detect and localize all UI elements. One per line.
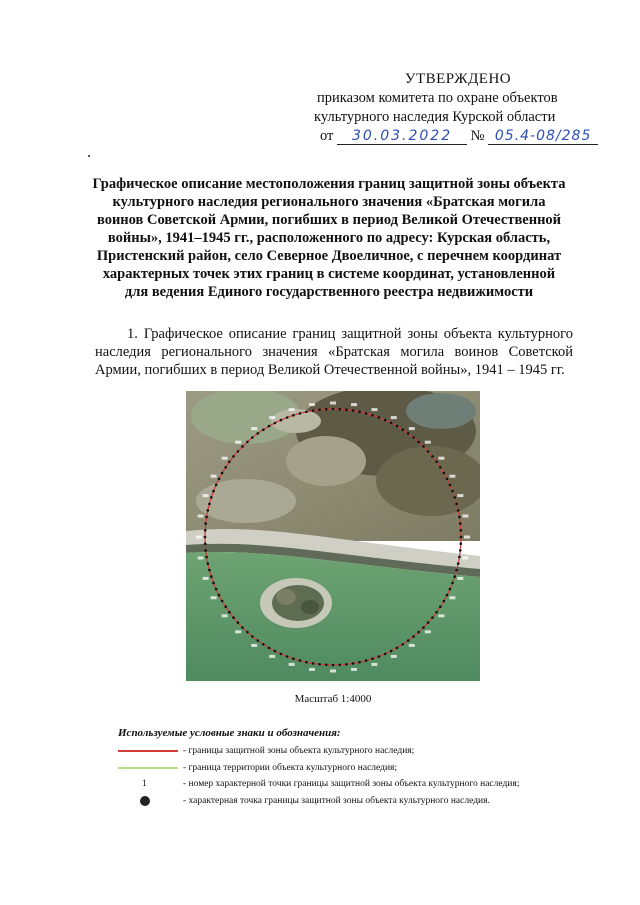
boundary-point <box>458 516 461 519</box>
boundary-point <box>453 496 456 499</box>
boundary-point <box>449 484 452 487</box>
boundary-point <box>378 416 381 419</box>
boundary-point <box>251 436 254 439</box>
point-number-tag <box>251 644 257 647</box>
boundary-point <box>455 569 458 572</box>
boundary-point <box>318 663 321 666</box>
boundary-point <box>378 655 381 658</box>
boundary-point <box>358 661 361 664</box>
boundary-point <box>274 422 277 425</box>
boundary-map <box>186 391 480 681</box>
boundary-point <box>453 575 456 578</box>
legend-item-territory <box>118 761 558 775</box>
boundary-point <box>292 414 295 417</box>
point-number-tag <box>457 577 463 580</box>
boundary-point <box>443 600 446 603</box>
boundary-point <box>451 490 454 493</box>
boundary-point <box>358 411 361 414</box>
boundary-point <box>365 659 368 662</box>
boundary-point <box>224 466 227 469</box>
boundary-point <box>345 408 348 411</box>
boundary-point <box>257 639 260 642</box>
boundary-point <box>390 422 393 425</box>
boundary-point <box>246 631 249 634</box>
point-number-tag <box>391 655 397 658</box>
boundary-point <box>232 455 235 458</box>
boundary-point <box>417 631 420 634</box>
point-number-tag <box>289 663 295 666</box>
boundary-point <box>439 466 442 469</box>
boundary-point <box>274 650 277 653</box>
boundary-point <box>459 549 462 552</box>
boundary-point <box>460 529 463 532</box>
point-number-tag <box>203 577 209 580</box>
boundary-point <box>224 605 227 608</box>
boundary-point <box>228 611 231 614</box>
boundary-point <box>312 409 315 412</box>
boundary-point <box>232 616 235 619</box>
number-label: № <box>470 128 485 144</box>
boundary-point <box>208 569 211 572</box>
legend-item-point-dot <box>118 794 558 808</box>
point-number-tag <box>438 614 444 617</box>
boundary-point <box>458 556 461 559</box>
point-number-tag <box>330 402 336 405</box>
boundary-point <box>422 626 425 629</box>
boundary-point <box>286 416 289 419</box>
boundary-point <box>280 653 283 656</box>
boundary-point <box>215 588 218 591</box>
boundary-point <box>246 441 249 444</box>
legend-item-protection-zone <box>118 744 558 758</box>
point-number-tag <box>409 427 415 430</box>
approval-block <box>308 70 608 146</box>
section-1-text <box>95 325 573 379</box>
boundary-point <box>451 582 454 585</box>
point-number-tag <box>289 408 295 411</box>
boundary-point <box>325 408 328 411</box>
approval-line-1: приказом комитета по охране объектов <box>317 90 558 106</box>
boundary-point <box>332 664 335 667</box>
boundary-point <box>384 653 387 656</box>
point-number-tag <box>309 668 315 671</box>
boundary-point <box>412 635 415 638</box>
point-number-tag <box>371 408 377 411</box>
boundary-point <box>455 503 458 506</box>
boundary-point <box>299 659 302 662</box>
boundary-point <box>332 408 335 411</box>
point-number-tag <box>425 441 431 444</box>
boundary-point <box>215 484 218 487</box>
boundary-point <box>207 509 210 512</box>
boundary-point <box>241 445 244 448</box>
boundary-point <box>221 600 224 603</box>
point-number-tag <box>203 494 209 497</box>
point-number-tag <box>371 663 377 666</box>
point-number-tag <box>211 475 217 478</box>
point-number-symbol: 1 <box>142 779 147 789</box>
legend-text-3: - номер характерной точки границы защитной зоны объекта культурного наследия; <box>183 779 520 789</box>
point-number-tag <box>269 416 275 419</box>
boundary-point <box>338 664 341 667</box>
boundary-point <box>371 657 374 660</box>
boundary-point <box>207 562 210 565</box>
boundary-point <box>396 647 399 650</box>
boundary-point <box>417 441 420 444</box>
boundary-point <box>412 436 415 439</box>
boundary-point <box>439 605 442 608</box>
satellite-map-image <box>186 391 480 681</box>
boundary-point <box>396 425 399 428</box>
boundary-point <box>208 503 211 506</box>
boundary-point <box>204 529 207 532</box>
boundary-point <box>221 472 224 475</box>
boundary-point <box>371 414 374 417</box>
boundary-point <box>237 621 240 624</box>
point-number-tag <box>309 403 315 406</box>
point-number-tag <box>198 557 204 560</box>
point-number-tag <box>235 630 241 633</box>
point-number-tag <box>251 427 257 430</box>
boundary-point <box>212 582 215 585</box>
boundary-point <box>237 450 240 453</box>
point-number-tag <box>351 668 357 671</box>
boundary-point <box>257 432 260 435</box>
boundary-point <box>205 516 208 519</box>
document-title: Графическое описание местоположения границ защитной зоны объекта культурного наследия регионального значения «Братская могила воинов Советской Армии, погибших в период Великой Отечественной войны», 1941–1945 гг., расположенного по адресу: Курская область, Пристенский район, село Северное Двоеличное, с перечнем координат характерных точек этих границ в системе координат, установленной для ведения Единого государственного реестра недвижимости <box>92 176 566 300</box>
point-number-tag <box>196 536 202 539</box>
point-number-tag <box>464 536 470 539</box>
point-number-tag <box>409 644 415 647</box>
boundary-point <box>390 650 393 653</box>
point-number-tag <box>222 614 228 617</box>
point-number-tag <box>351 403 357 406</box>
point-number-tag <box>425 630 431 633</box>
boundary-point <box>218 594 221 597</box>
point-number-tag <box>222 457 228 460</box>
boundary-point <box>457 562 460 565</box>
boundary-point <box>352 409 355 412</box>
boundary-point <box>365 412 368 415</box>
boundary-point <box>407 639 410 642</box>
boundary-point <box>401 428 404 431</box>
boundary-point <box>305 661 308 664</box>
boundary-point <box>427 450 430 453</box>
boundary-point <box>268 425 271 428</box>
approval-line-2: культурного наследия Курской области <box>314 109 556 125</box>
boundary-point <box>459 522 462 525</box>
point-number-tag <box>198 515 204 518</box>
boundary-point <box>401 643 404 646</box>
boundary-point <box>435 461 438 464</box>
boundary-point <box>210 496 213 499</box>
point-number-tag <box>235 441 241 444</box>
boundary-point <box>460 542 463 545</box>
boundary-point <box>446 594 449 597</box>
point-dot-symbol <box>140 796 150 806</box>
boundary-point <box>443 472 446 475</box>
boundary-point <box>292 657 295 660</box>
boundary-point <box>204 522 207 525</box>
boundary-point <box>212 490 215 493</box>
boundary-point <box>312 662 315 665</box>
boundary-point <box>205 556 208 559</box>
boundary-point <box>286 655 289 658</box>
boundary-point <box>431 616 434 619</box>
point-number-tag <box>457 494 463 497</box>
map-scale: Масштаб 1:4000 <box>294 693 372 705</box>
section-1-body: 1. Графическое описание границ защитной зоны объекта культурного наследия регионального значения «Братская могила воинов Советской Армии, погибших в период Великой Отечественной войны», 1941 – 1945 гг. <box>95 326 573 378</box>
boundary-point <box>384 419 387 422</box>
boundary-point <box>460 536 463 539</box>
red-line-symbol <box>118 750 178 752</box>
boundary-point <box>435 611 438 614</box>
boundary-point <box>280 419 283 422</box>
from-label: от <box>320 128 334 144</box>
boundary-point <box>204 549 207 552</box>
boundary-point <box>446 478 449 481</box>
boundary-point <box>325 664 328 667</box>
boundary-point <box>262 428 265 431</box>
point-number-tag <box>449 596 455 599</box>
boundary-point <box>228 461 231 464</box>
stray-dot <box>88 155 90 157</box>
legend-text-2: - граница территории объекта культурного наследия; <box>183 763 398 773</box>
boundary-point <box>407 432 410 435</box>
boundary-point <box>427 621 430 624</box>
boundary-point <box>345 663 348 666</box>
legend-item-point-number <box>118 777 558 791</box>
boundary-point <box>422 445 425 448</box>
boundary-point <box>352 662 355 665</box>
point-number-tag <box>438 457 444 460</box>
point-number-tag <box>449 475 455 478</box>
approval-number: 05.4-08/285 <box>488 128 598 145</box>
boundary-point <box>204 536 207 539</box>
boundary-point <box>268 647 271 650</box>
boundary-point <box>262 643 265 646</box>
legend-title: Используемые условные знаки и обозначения: <box>118 727 341 739</box>
approval-date-number-line <box>308 127 608 146</box>
point-number-tag <box>462 515 468 518</box>
boundary-point <box>251 635 254 638</box>
boundary-point <box>338 408 341 411</box>
boundary-point <box>449 588 452 591</box>
boundary-point <box>457 509 460 512</box>
approval-heading: УТВЕРЖДЕНО <box>404 71 512 87</box>
legend-text-4: - характерная точка границы защитной зоны объекта культурного наследия. <box>183 796 490 806</box>
boundary-point <box>204 542 207 545</box>
point-number-tag <box>462 557 468 560</box>
boundary-point <box>241 626 244 629</box>
boundary-point <box>431 455 434 458</box>
point-number-tag <box>211 596 217 599</box>
approval-date: 30.03.2022 <box>337 128 467 145</box>
boundary-point <box>305 411 308 414</box>
boundary-point <box>210 575 213 578</box>
boundary-point <box>318 408 321 411</box>
green-line-symbol <box>118 767 178 769</box>
point-number-tag <box>269 655 275 658</box>
boundary-point <box>218 478 221 481</box>
point-number-tag <box>330 670 336 673</box>
boundary-point <box>299 412 302 415</box>
point-number-tag <box>391 416 397 419</box>
legend-text-1: - границы защитной зоны объекта культурного наследия; <box>183 746 415 756</box>
